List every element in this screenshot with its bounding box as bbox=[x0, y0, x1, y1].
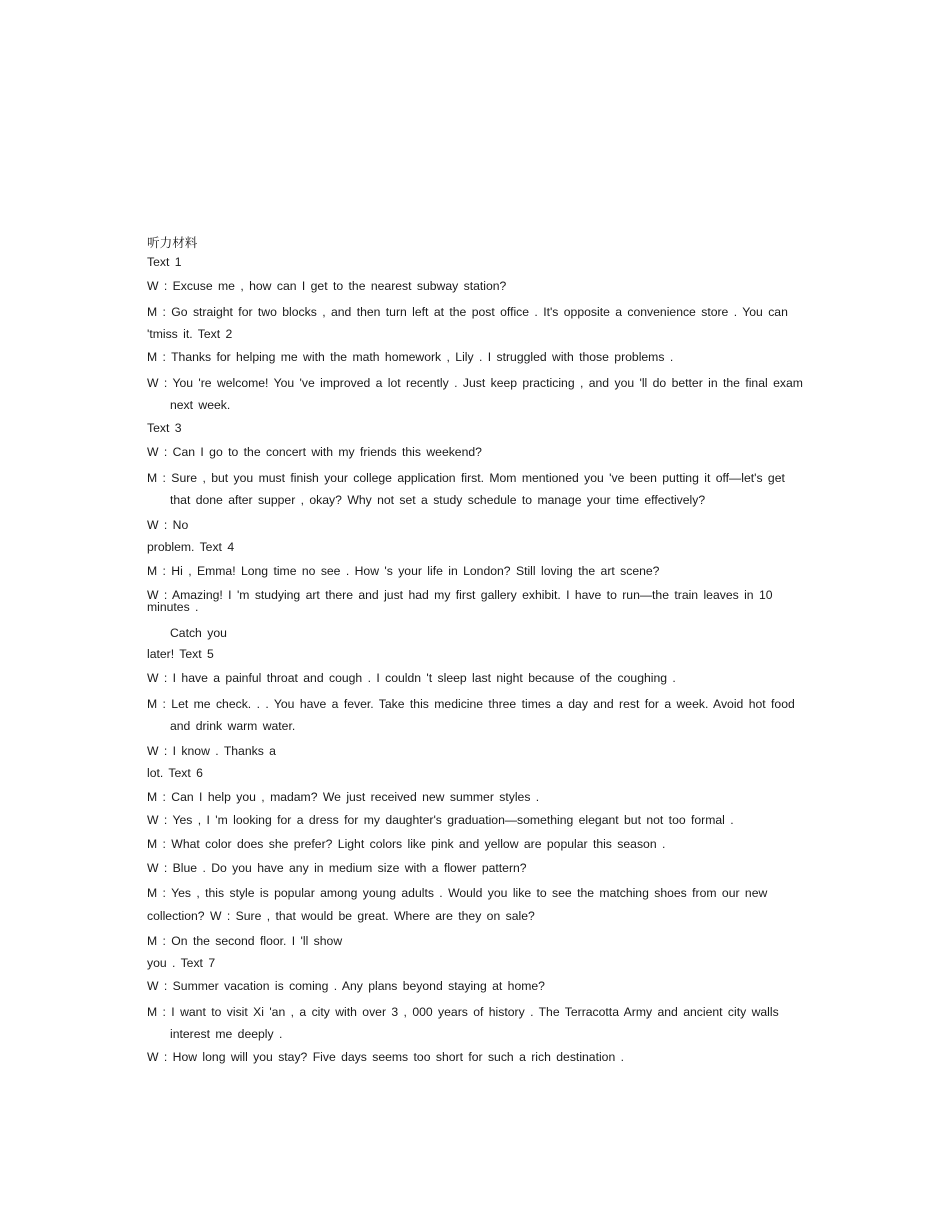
dialogue-line: W : Amazing! I 'm studying art there and just had my first gallery exhibit. I have to run—the train leaves in 10 bbox=[147, 588, 773, 602]
dialogue-line: M : Let me check. . . You have a fever. Take this medicine three times a day and rest for a week. Avoid hot food bbox=[147, 697, 795, 711]
dialogue-line: W : Yes , I 'm looking for a dress for my daughter's graduation—something elegant but not too formal . bbox=[147, 813, 734, 827]
dialogue-line: interest me deeply . bbox=[170, 1027, 283, 1041]
dialogue-line: M : Go straight for two blocks , and then turn left at the post office . It's opposite a convenience store . You can bbox=[147, 305, 788, 319]
dialogue-line: W : Blue . Do you have any in medium size with a flower pattern? bbox=[147, 861, 527, 875]
dialogue-line: lot. Text 6 bbox=[147, 766, 203, 780]
dialogue-line: W : I know . Thanks a bbox=[147, 744, 276, 758]
text-label: Text 3 bbox=[147, 421, 182, 435]
dialogue-line: problem. Text 4 bbox=[147, 540, 235, 554]
dialogue-line: next week. bbox=[170, 398, 231, 412]
dialogue-line: and drink warm water. bbox=[170, 719, 296, 733]
dialogue-line: minutes . bbox=[147, 600, 199, 614]
document-heading: 听力材料 bbox=[147, 236, 198, 250]
dialogue-line: W : Summer vacation is coming . Any plans beyond staying at home? bbox=[147, 979, 545, 993]
dialogue-line: M : Thanks for helping me with the math homework , Lily . I struggled with those problems . bbox=[147, 350, 674, 364]
dialogue-line: M : Hi , Emma! Long time no see . How 's your life in London? Still loving the art scene? bbox=[147, 564, 660, 578]
dialogue-line: W : No bbox=[147, 518, 189, 532]
dialogue-line: M : I want to visit Xi 'an , a city with over 3 , 000 years of history . The Terracotta Army and ancient city walls bbox=[147, 1005, 779, 1019]
dialogue-line: M : Sure , but you must finish your college application first. Mom mentioned you 've been putting it off—let's get bbox=[147, 471, 785, 485]
dialogue-line: W : Can I go to the concert with my friends this weekend? bbox=[147, 445, 482, 459]
dialogue-line: W : How long will you stay? Five days seems too short for such a rich destination . bbox=[147, 1050, 624, 1064]
dialogue-line: collection? W : Sure , that would be great. Where are they on sale? bbox=[147, 909, 535, 923]
dialogue-line: W : Excuse me , how can I get to the nearest subway station? bbox=[147, 279, 507, 293]
dialogue-line: M : Yes , this style is popular among young adults . Would you like to see the matching shoes from our new bbox=[147, 886, 768, 900]
dialogue-line: you . Text 7 bbox=[147, 956, 216, 970]
dialogue-line: M : On the second floor. I 'll show bbox=[147, 934, 343, 948]
dialogue-line: Catch you bbox=[170, 626, 227, 640]
dialogue-line: that done after supper , okay? Why not set a study schedule to manage your time effectively? bbox=[170, 493, 706, 507]
dialogue-line: W : You 're welcome! You 've improved a lot recently . Just keep practicing , and you 'll do better in the final exam bbox=[147, 376, 803, 390]
dialogue-line: M : Can I help you , madam? We just received new summer styles . bbox=[147, 790, 540, 804]
dialogue-line: later! Text 5 bbox=[147, 647, 214, 661]
dialogue-line: M : What color does she prefer? Light colors like pink and yellow are popular this season . bbox=[147, 837, 666, 851]
text-label: Text 1 bbox=[147, 255, 182, 269]
dialogue-line: 'tmiss it. Text 2 bbox=[147, 327, 233, 341]
dialogue-line: W : I have a painful throat and cough . I couldn 't sleep last night because of the coughing . bbox=[147, 671, 676, 685]
